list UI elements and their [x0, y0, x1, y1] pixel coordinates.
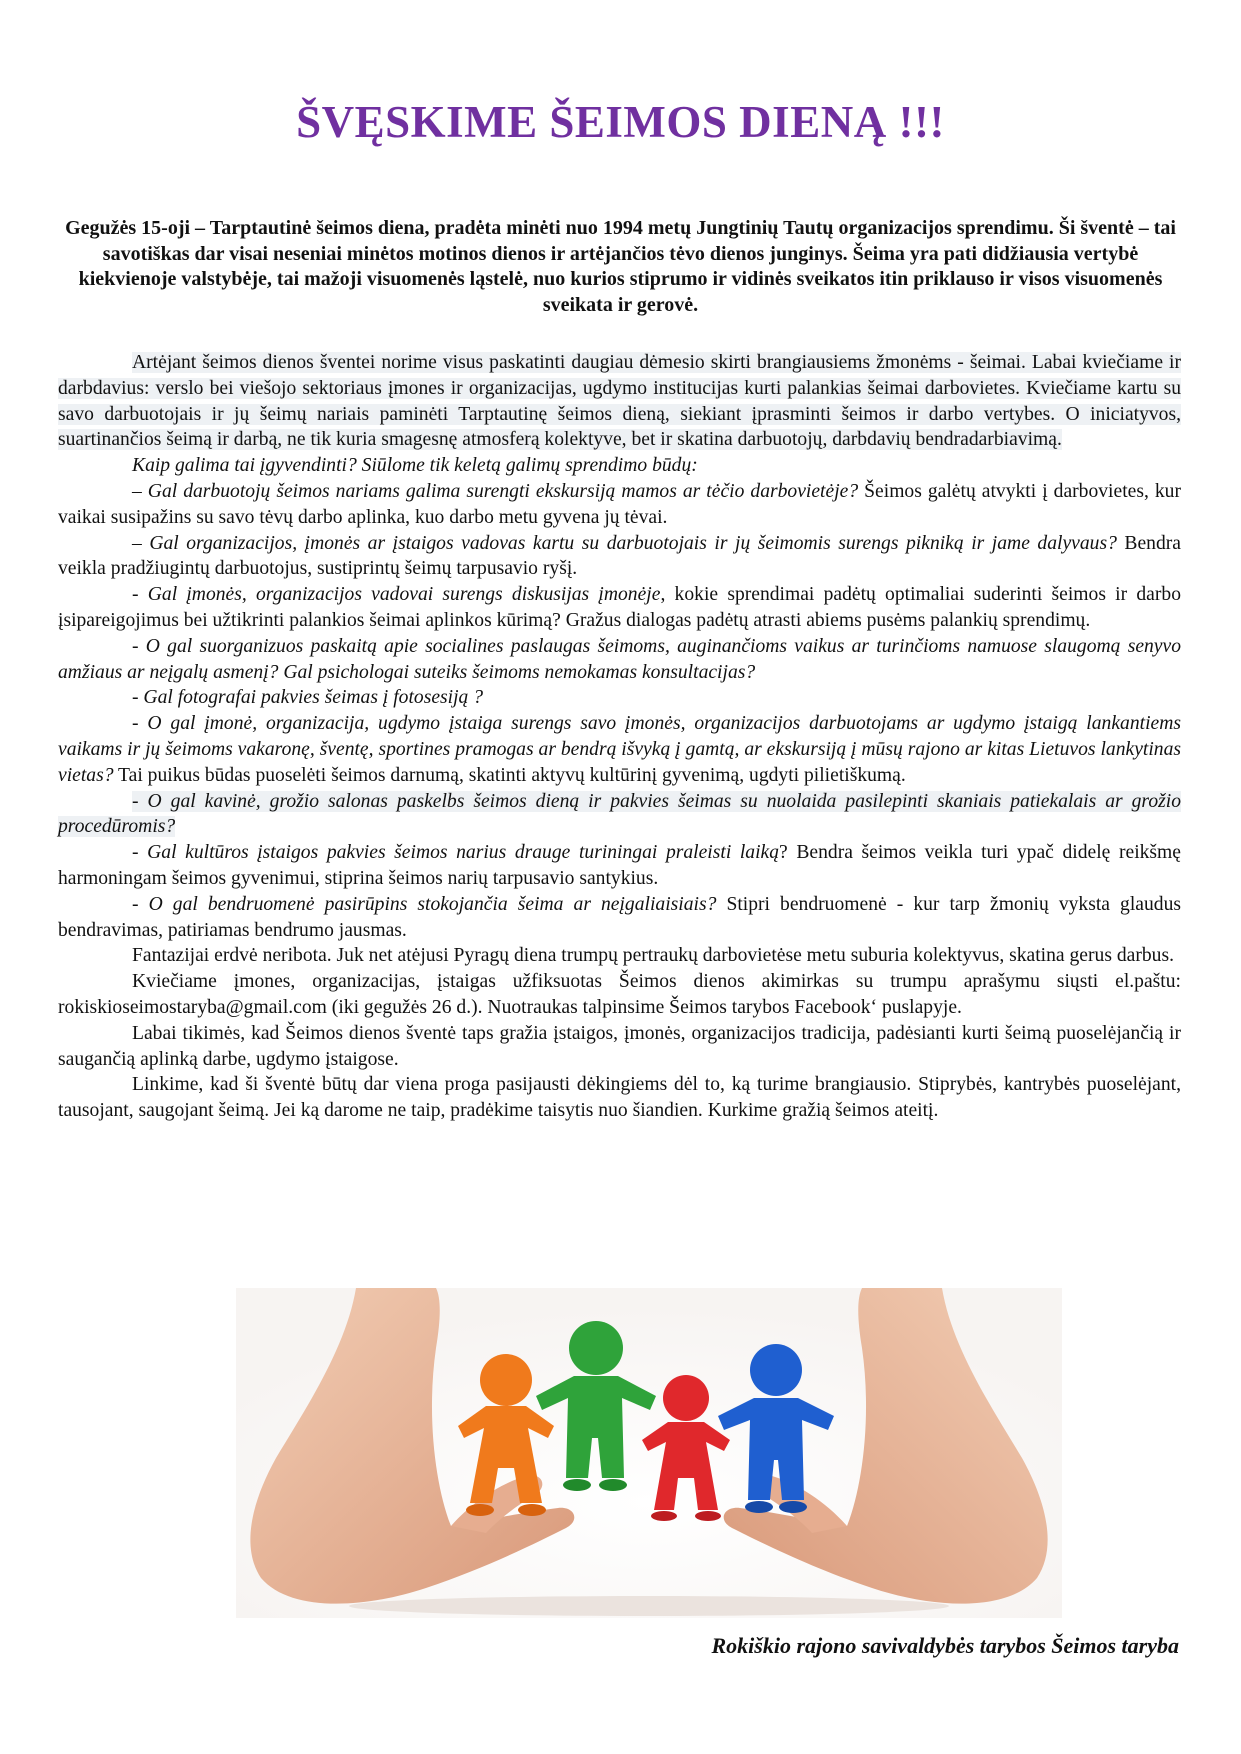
paragraph-italic: Kaip galima tai įgyvendinti? Siūlome tik keletą galimų sprendimo būdų: [132, 455, 698, 477]
paragraph-text: , kokie sprendimai padėtų optimaliai suderinti šeimos ir darbo įsipareigojimus bei užtikrinti palankios šeimai aplinkos kūrimą? Gražus dialogas padėtų atrasti abiems pusėms palankių sprendimų. [58, 584, 1181, 631]
paragraph-text: Artėjant šeimos dienos šventei norime visus paskatinti daugiau dėmesio skirti brangiausiems žmonėms - šeimai. Labai kviečiame ir darbdavius: verslo bei viešojo sektoriaus įmones ir organizacijas, ugdymo institucijas kurti palankias šeimai darbovietes. Kviečiame kartu su savo darbuotojais ir jų šeimų nariais paminėti Tarptautinę šeimos dieną, siekiant įprasminti šeimos ir darbo vertybes. O iniciatyvos, suartinančios šeimą ir darbą, ne tik kuria smagesnę atmosferą kolektyve, bet ir skatina darbuotojų, darbdavių bendradarbiavimą. [58, 352, 1181, 451]
paragraph-text: Tai puikus būdas puoselėti šeimos darnumą, skatinti aktyvų kultūrinį gyvenimą, ugdyti pilietiškumą. [113, 764, 906, 786]
lead-paragraph: Gegužės 15-oji – Tarptautinė šeimos diena, pradėta minėti nuo 1994 metų Jungtinių Tautų organizacijos sprendimu. Ši šventė – tai savotiškas dar visai neseniai minėtos motinos dienos ir artėjančios tėvo dienos junginys. Šeima yra pati didžiausia vertybė kiekvienoje valstybėje, tai mažoji visuomenės ląstelė, nuo kurios stiprumo ir vidinės sveikatos itin priklauso ir visos visuomenės sveikata ir gerovė. [65, 217, 1176, 316]
paragraph-idea-picnic [58, 531, 1181, 583]
paragraph-intro [58, 350, 1181, 453]
paragraph-italic: - Gal fotografai pakvies šeimas į fotosesiją ? [132, 687, 484, 709]
paragraph-italic: - Gal kultūros įstaigos pakvies šeimos narius drauge turiningai praleisti laiką [132, 842, 780, 864]
paragraph-wish: Linkime, kad ši šventė būtų dar viena proga pasijausti dėkingiems dėl to, ką turime brangiausio. Stiprybės, kantrybės puoselėjant, tausojant, saugojant šeimą. Jei ką darome ne taip, pradėkime taisytis nuo šiandien. Kurkime gražią šeimos ateitį. [58, 1074, 1181, 1122]
paragraph-idea-discussion [58, 582, 1181, 634]
hands-protecting-family-figures-icon [236, 1288, 1062, 1618]
paragraph-text: Stipri bendruomenė - kur tarp žmonių vyksta glaudus bendravimas, patiriamas bendrumo jausmas. [58, 893, 1181, 941]
paragraph-italic: - O gal kavinė, grožio salonas paskelbs šeimos dieną ir pakvies šeimas su nuolaida pasilepinti skaniais patiekalais ar grožio procedūromis? [58, 790, 1181, 838]
paragraph-invitation: Kviečiame įmones, organizacijas, įstaigas užfiksuotas Šeimos dienos akimirkas su trumpu aprašymu siųsti el.paštu: rokiskioseimostaryba@gmail.com (iki gegužės 26 d.). Nuotraukas talpinsime Šeimos tarybos Facebook‘ puslapyje. [58, 971, 1181, 1018]
paragraph-hope: Labai tikimės, kad Šeimos dienos šventė taps gražia įstaigos, įmonės, organizacijos tradicija, padėsianti kurti šeimą puoselėjančią ir saugančią aplinką darbe, ugdymo įstaigose. [58, 1022, 1181, 1070]
paragraph-idea-excursion [58, 479, 1181, 531]
paragraph-idea-community [58, 892, 1181, 944]
paragraph-italic: - Gal įmonės, organizacijos vadovai surengs diskusijas įmonėje [132, 584, 661, 606]
signature: Rokiškio rajono savivaldybės tarybos Šeimos taryba [711, 1633, 1179, 1658]
paragraph-italic: – Gal organizacijos, įmonės ar įstaigos vadovas kartu su darbuotojais ir jų šeimomis surengs pikniką ir jame dalyvaus? [132, 532, 1117, 554]
page-title: ŠVĘSKIME ŠEIMOS DIENĄ !!! [296, 97, 945, 147]
paragraph-italic: - O gal įmonė, organizacija, ugdymo įstaiga surengs savo įmonės, organizacijos darbuotojams ar ugdymo įstaigą lankantiems vaikams ir jų šeimoms vakaronę, šventę, sportines pramogas ar bendrą išvyką į gamtą, ar ekskursiją į mūsų rajono ar kitas Lietuvos lankytinas vietas? [58, 713, 1181, 786]
paragraph-italic: - O gal bendruomenė pasirūpins stokojančia šeima ar neįgaliaisiais? [132, 893, 717, 915]
paragraph-italic: – Gal darbuotojų šeimos nariams galima surengti ekskursiją mamos ar tėčio darbovietėje? [132, 480, 859, 502]
paragraph-idea-culture [58, 840, 1181, 892]
paragraph-text: ? Bendra šeimos veikla turi ypač didelę reikšmę harmoningam šeimos gyvenimui, stiprina šeimos narių tarpusavio santykius. [58, 842, 1181, 889]
paragraph-italic: - O gal suorganizuos paskaitą apie socialines paslaugas šeimoms, auginančioms vaikus ar turinčioms namuose slaugomą senyvo amžiaus ar neįgalų asmenį? Gal psichologai suteiks šeimoms nemokamas konsultacijas? [58, 635, 1181, 683]
paragraph-text: Bendra veikla pradžiugintų darbuotojus, sustiprintų šeimų tarpusavio ryšį. [58, 532, 1181, 580]
article-body [58, 350, 1181, 1124]
paragraph-fantasy: Fantazijai erdvė neribota. Juk net atėjusi Pyragų diena trumpų pertraukų darbovietėse metu suburia kolektyvus, skatina gerus darbus. [132, 945, 1174, 967]
paragraph-text: Šeimos galėtų atvykti į darbovietes, kur vaikai susipažins su savo tėvų darbo aplinka, kuo darbo metu gyvena jų tėvai. [58, 480, 1181, 528]
paragraph-idea-lecture [58, 634, 1181, 686]
paragraph-idea-cafe [58, 789, 1181, 841]
paragraph-idea-photo [58, 685, 1181, 711]
paragraph-idea-event [58, 711, 1181, 788]
paragraph-question [58, 453, 1181, 479]
